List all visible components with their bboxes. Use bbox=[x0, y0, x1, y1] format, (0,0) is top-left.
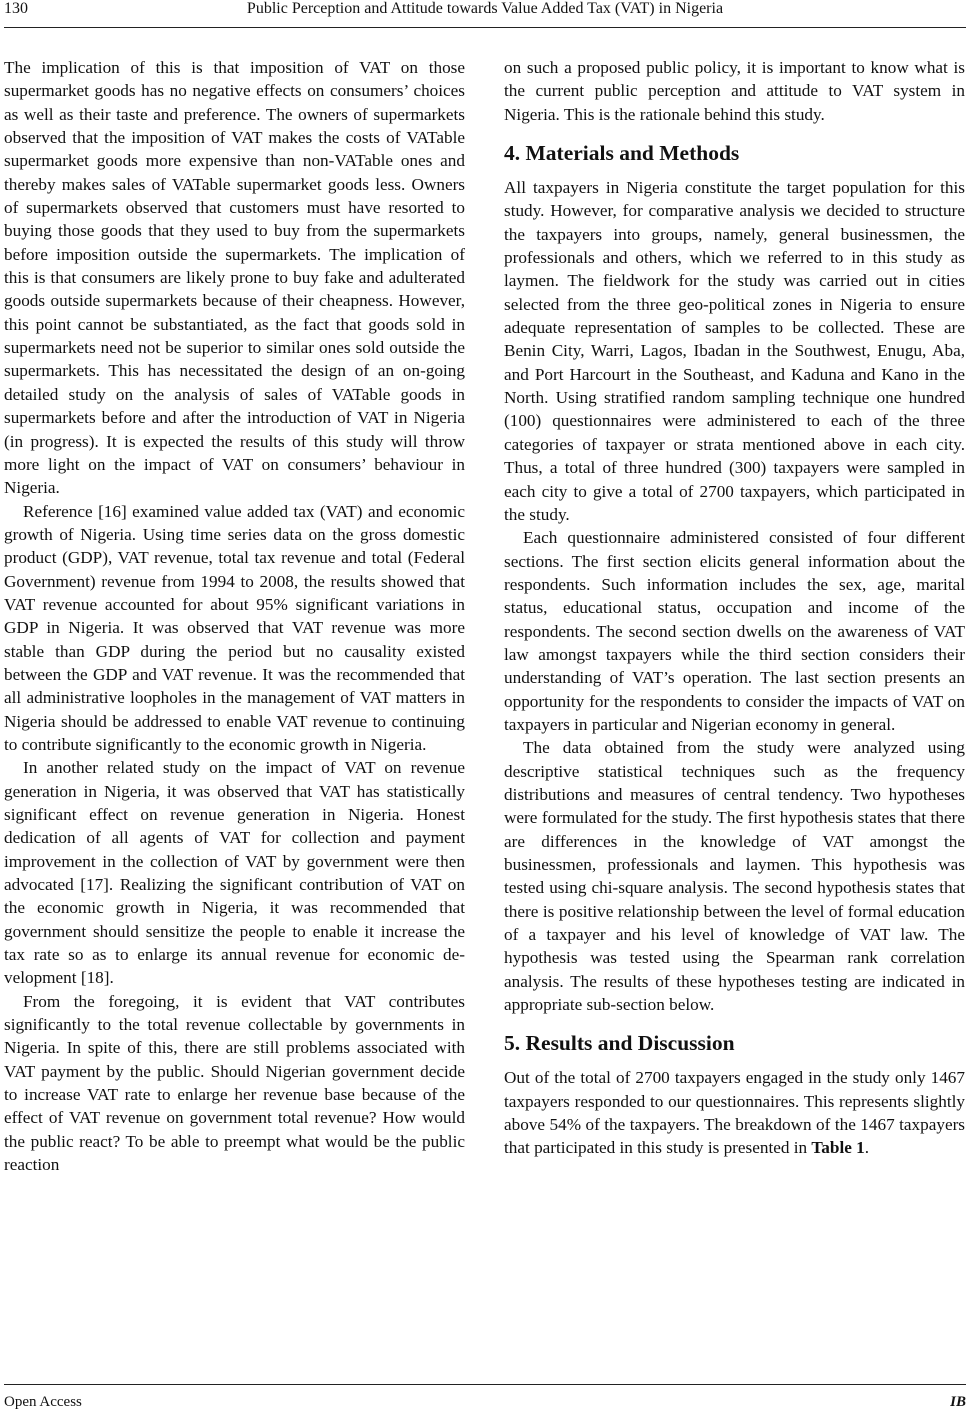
paragraph: Each questionnaire administered consisted of four different sections. The first section elicits general information about the respondents. Such information includes the sex, age, marital status, educational status, occupation and income of the respondents. The second section dwells on the awareness of VAT law amongst taxpayers while the third section considers their understanding of VAT’s operation. The last section presents an opportunity for the respondents to consider the impacts of VAT on taxpayers in particular and Nigerian economy in general. bbox=[504, 528, 965, 734]
paragraph bbox=[504, 1066, 965, 1159]
left-column bbox=[4, 56, 465, 1177]
paragraph: on such a proposed public policy, it is important to know what is the current public perception and attitude to VAT system in Nigeria. This is the rationale behind this study. bbox=[504, 58, 965, 124]
page-number: 130 bbox=[4, 0, 28, 17]
header-rule bbox=[4, 27, 966, 28]
paragraph: All taxpayers in Nigeria constitute the target population for this study. However, for comparative analysis we decided to structure the taxpayers into groups, namely, general businessmen, the professionals and others, which we referred to in this study as laymen. The fieldwork for the study was carried out in cities selected from the three geo-political zones in Nigeria to ensure adequate representation of samples to be collected. These are Benin City, Warri, Lagos, Ibadan in the Southwest, Enugu, Aba, and Port Harcourt in the Southeast, and Kaduna and Kano in the North. Using stratified random sampling technique one hundred (100) questionnaires were administered to each of the three categories of taxpayer or strata mentioned above in each city. Thus, a total of three hundred (300) taxpayers were sampled in each city to give a total of 2700 taxpayers, which participated in the study. bbox=[504, 178, 965, 524]
page-header bbox=[4, 0, 966, 30]
paragraph-text: Out of the total of 2700 taxpayers engaged in the study only 1467 taxpayers responded to our questionnaires. This represents slightly above 54% of the taxpayers. The breakdown of the 1467 taxpayers that participated in this study is presented in bbox=[504, 1068, 965, 1158]
paragraph: The implication of this is that imposition of VAT on those supermarket goods has no negative effects on consumers’ choices as well as their taste and preference. The owners of supermarkets observed that the imposition of VAT makes the costs of VATable supermarket goods more expensive than non-VATable ones and thereby makes sales of VATable supermarket goods less. Owners of supermarkets observed that customers must have resorted to buying those goods that they used to buy from the supermarkets before imposition outside the supermarkets. The implication of this is that consumers are likely prone to buy fake and adulterated goods outside supermarkets because of their cheapness. However, this point cannot be substantiated, as the fact that goods sold in supermarkets need not be superior to similar ones sold outside the supermarkets. This has necessitated the design of an on-going detailed study on the analysis of sales of VATable goods in supermarkets before and after the introduction of VAT in Nigeria (in progress). It is expected the results of this study will throw more light on the impact of VAT on consumers’ behaviour in Nigeria. bbox=[4, 58, 465, 498]
paragraph: The data obtained from the study were analyzed using descriptive statistical techniques such as the frequency distributions and measures of central tendency. Two hypotheses were formulated for the study. The first hypothesis states that there are differences in the knowledge of VAT amongst the businessmen, professionals and laymen. This hypothesis was tested using chi-square analysis. The second hypothesis states that there is positive relationship between the level of formal education of a taxpayer and his level of knowledge of VAT law. The hypothesis was tested using the Spearman rank correlation analysis. The results of these hypotheses testing are indicated in appropriate sub-section below. bbox=[504, 738, 965, 1015]
section-heading-materials-methods: 4. Materials and Methods bbox=[504, 141, 740, 166]
open-access-label: Open Access bbox=[4, 1394, 82, 1410]
journal-abbreviation: IB bbox=[950, 1394, 966, 1410]
right-column bbox=[504, 56, 965, 1160]
running-title: Public Perception and Attitude towards Value Added Tax (VAT) in Nigeria bbox=[246, 0, 724, 17]
page-footer bbox=[4, 1384, 966, 1410]
section-heading-results-discussion: 5. Results and Discussion bbox=[504, 1031, 735, 1056]
paragraph: Reference [16] examined value added tax (VAT) and economic growth of Nigeria. Using time series data on the gross domestic product (GDP), VAT revenue, total tax revenue and total (Federal Government) revenue from 1994 to 2008, the results showed that VAT revenue accounted for about 95% significant variations in GDP in Nigeria. It was observed that VAT revenue was more stable than GDP during the period but no causality existed between the GDP and VAT revenue. It was the recommended that all administrative loopholes in the management of VAT matters in Nigeria should be addressed to enable VAT revenue to continuing to contribute significantly to the economic growth in Nigeria. bbox=[4, 501, 465, 754]
paragraph: From the foregoing, it is evident that VAT contributes significantly to the total revenue collectable by governments in Nigeria. In spite of this, there are still problems associated with VAT payment by the public. Should Nigerian government decide to increase VAT rate to enlarge her revenue base because of the effect of VAT revenue on government total revenue? How would the public react? To be able to preempt what would be the public reaction bbox=[4, 991, 465, 1175]
footer-rule bbox=[4, 1384, 966, 1385]
paragraph: In another related study on the impact of VAT on revenue generation in Nigeria, it was observed that VAT has statistically significant effect on revenue generation in Nigeria. Honest dedication of all agents of VAT for collection and payment improvement in the collection of VAT by government were then advocated [17]. Realizing the significant contribution of VAT on the economic growth in Nigeria, it was recommended that government should sensitize the people to enable it increase the tax rate so as to enlarge its annual revenue for economic development [18]. bbox=[4, 758, 465, 988]
table-reference-link[interactable]: Table 1 bbox=[811, 1138, 865, 1158]
paragraph-end: . bbox=[864, 1138, 870, 1158]
